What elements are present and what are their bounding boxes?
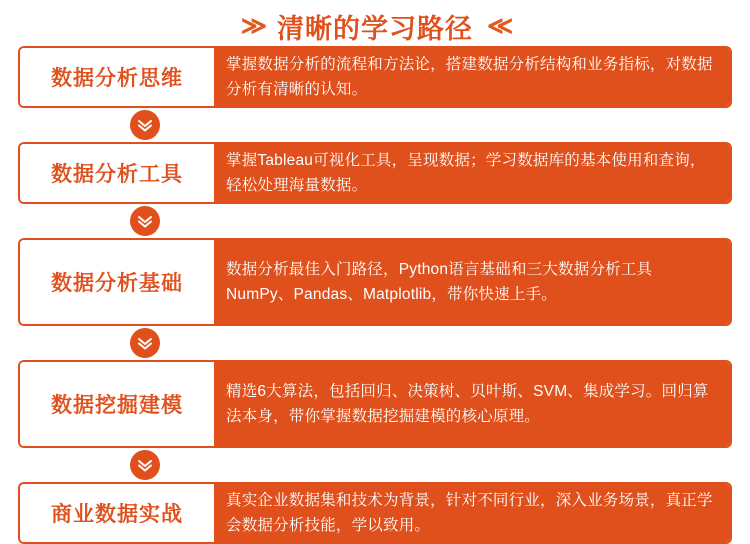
step-label-4: 数据挖掘建模 (20, 362, 214, 446)
step-card-4[interactable] (18, 360, 732, 448)
page-title (0, 0, 750, 46)
page-title-text: 清晰的学习路径 (277, 13, 473, 44)
connector-3 (18, 326, 732, 360)
step-description-3: 数据分析最佳入门路径，Python语言基础和三大数据分析工具NumPy、Pandas、Matplotlib，带你快速上手。 (214, 240, 730, 324)
step-description-2: 掌握Tableau可视化工具，呈现数据；学习数据库的基本使用和查询，轻松处理海量数据。 (214, 144, 730, 202)
step-label-2: 数据分析工具 (20, 144, 214, 202)
step-card-1[interactable] (18, 46, 732, 108)
ornament-left-icon: ≫ (240, 11, 263, 40)
step-card-5[interactable] (18, 482, 732, 544)
connector-4 (18, 448, 732, 482)
step-label-5: 商业数据实战 (20, 484, 214, 542)
connector-2 (18, 204, 732, 238)
step-card-3[interactable] (18, 238, 732, 326)
step-description-5: 真实企业数据集和技术为背景，针对不同行业，深入业务场景，真正学会数据分析技能，学以致用。 (214, 484, 730, 542)
step-card-2[interactable] (18, 142, 732, 204)
step-description-1: 掌握数据分析的流程和方法论，搭建数据分析结构和业务指标，对数据分析有清晰的认知。 (214, 48, 730, 106)
chevron-down-icon (130, 206, 160, 236)
chevron-down-icon (130, 110, 160, 140)
ornament-right-icon: ≪ (487, 11, 510, 40)
step-label-3: 数据分析基础 (20, 240, 214, 324)
chevron-down-icon (130, 328, 160, 358)
step-description-4: 精选6大算法，包括回归、决策树、贝叶斯、SVM、集成学习。回归算法本身，带你掌握数据挖掘建模的核心原理。 (214, 362, 730, 446)
connector-1 (18, 108, 732, 142)
step-label-1: 数据分析思维 (20, 48, 214, 106)
chevron-down-icon (130, 450, 160, 480)
steps-list (0, 46, 750, 544)
